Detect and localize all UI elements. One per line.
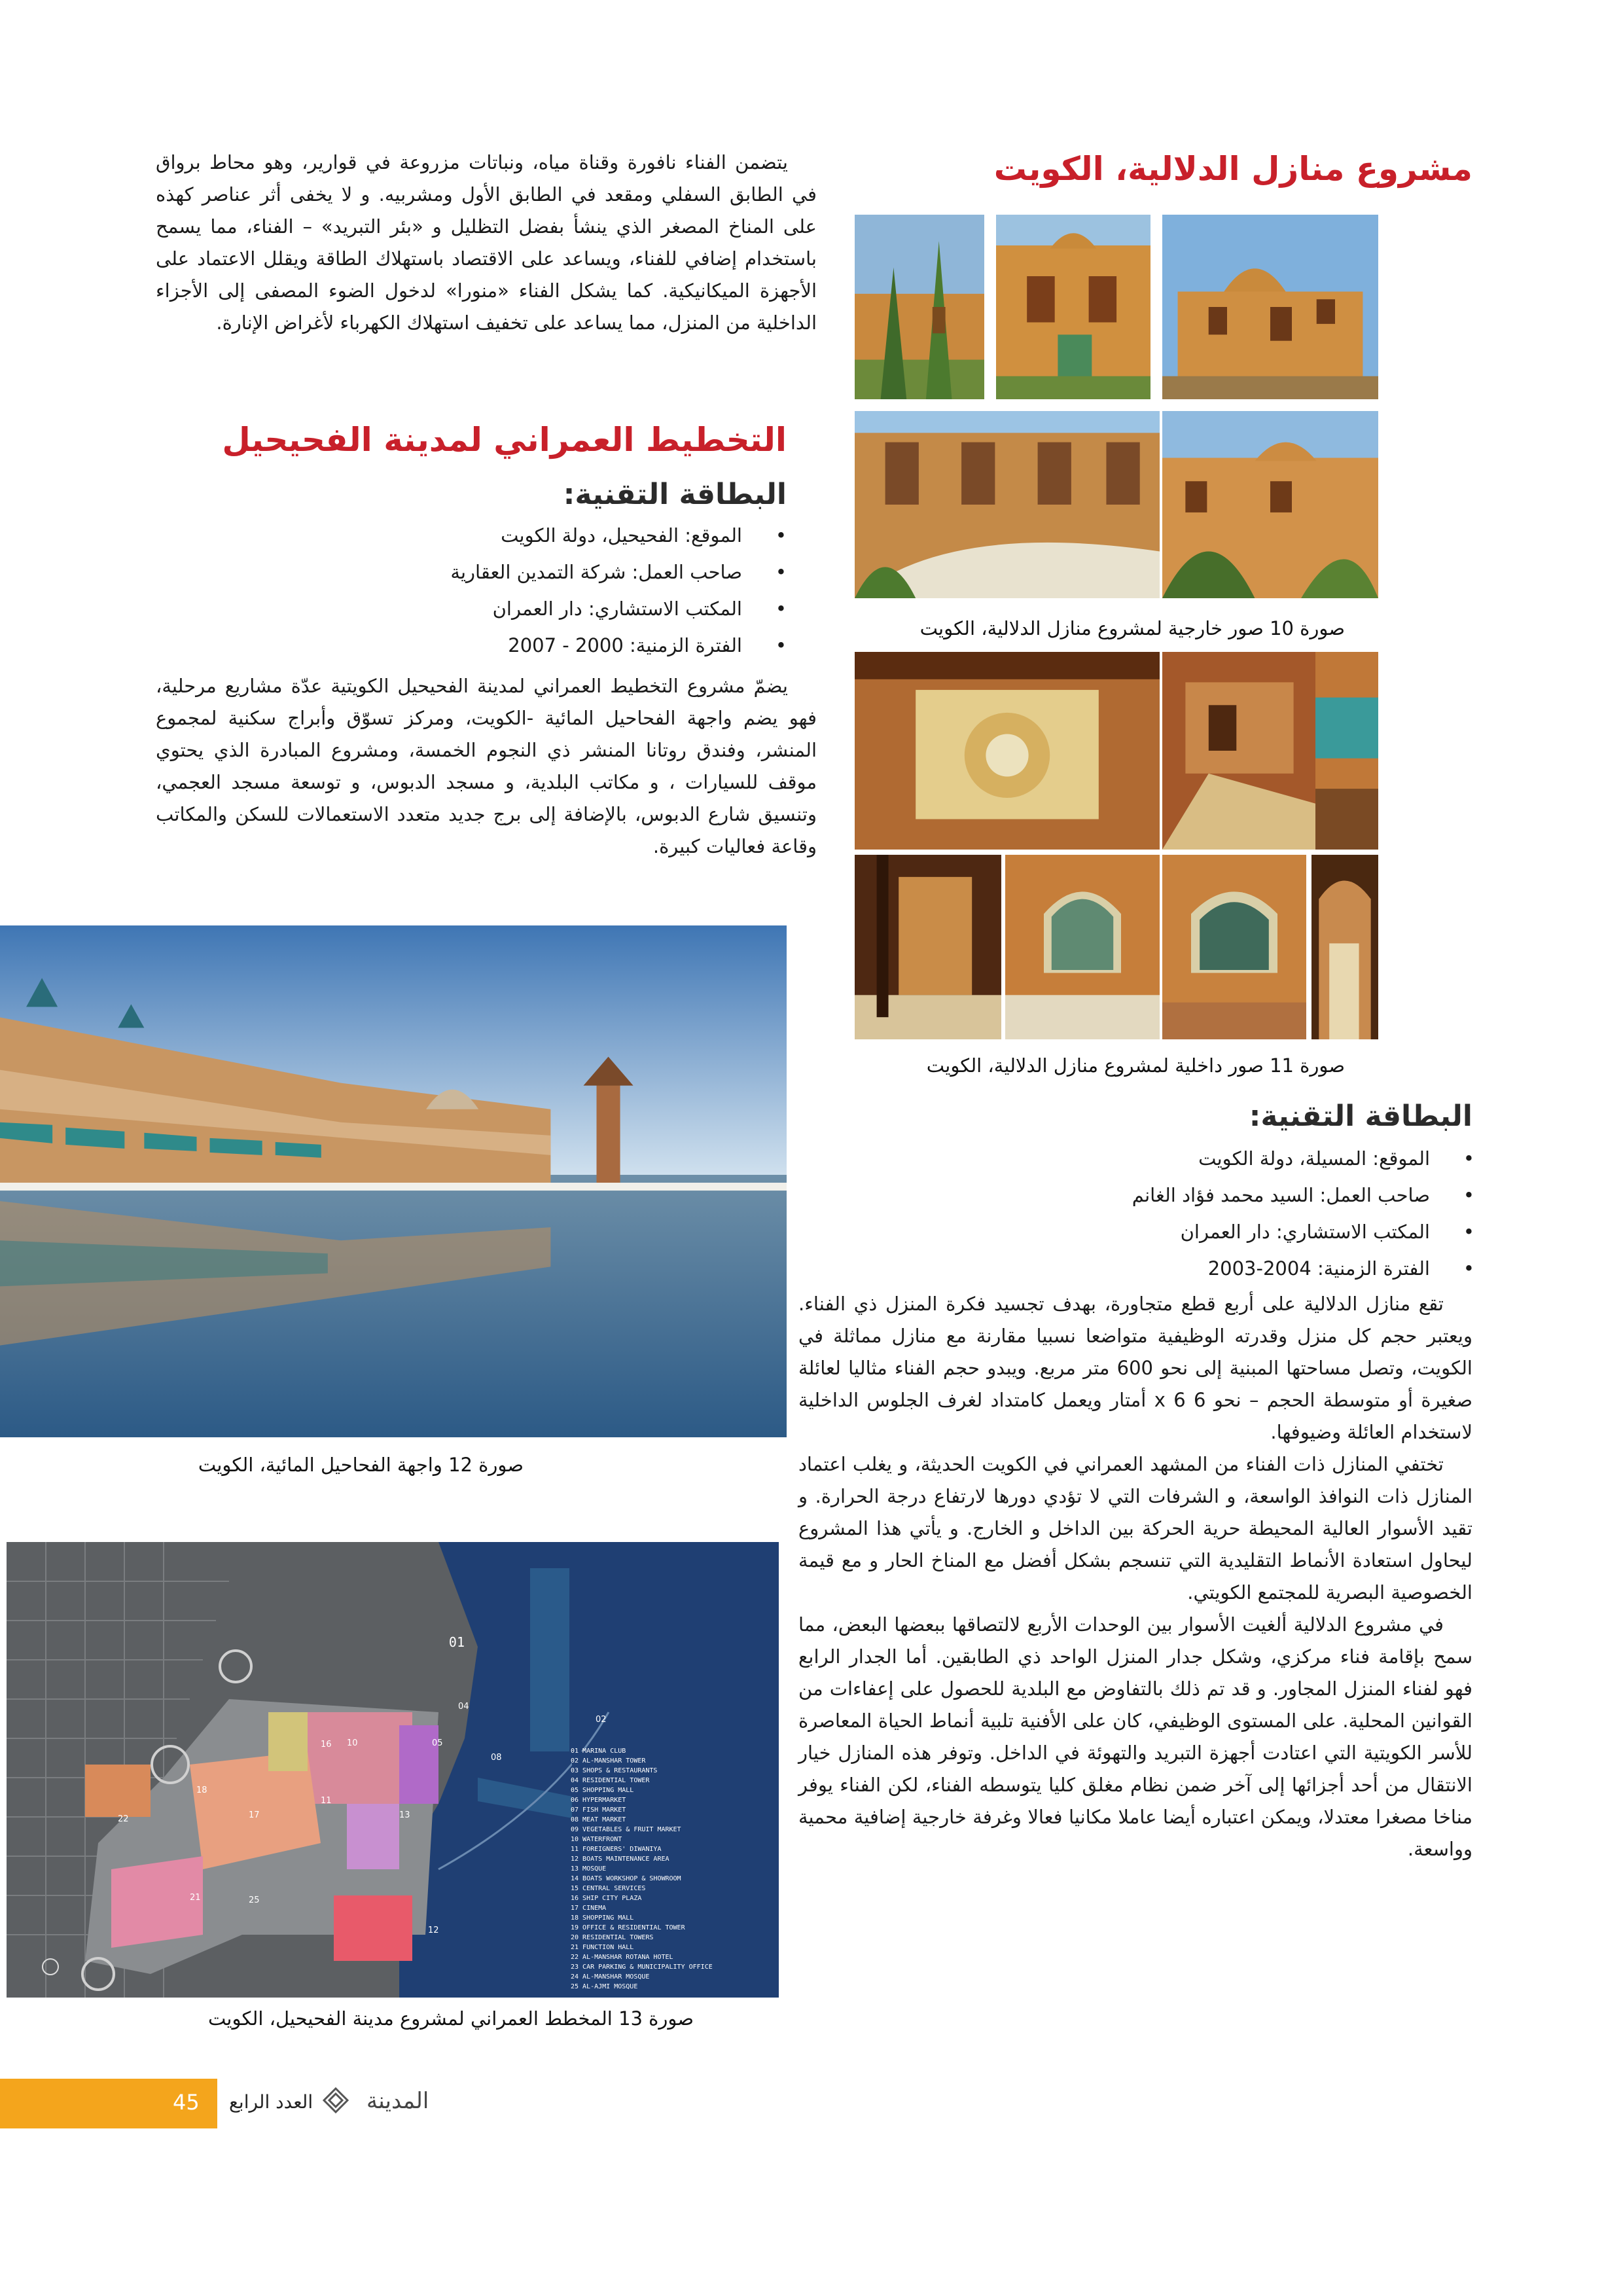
waterfront-photo [0, 925, 787, 1437]
caption-figure-10: صورة 10 صور خارجية لمشروع منازل الدلالية، الكويت [919, 617, 1345, 639]
footer-issue: العدد الرابع [229, 2091, 313, 2113]
map-zone-label: 21 [190, 1893, 201, 1903]
map-zone-label: 10 [347, 1738, 358, 1748]
map-legend-item: 05 SHOPPING MALL [571, 1787, 634, 1794]
right-card-item: • صاحب العمل: السيد محمد فؤاد الغانم [841, 1177, 1430, 1213]
map-legend-item: 02 AL-MANSHAR TOWER [571, 1757, 646, 1765]
map-legend-item: 25 AL-AJMI MOSQUE [571, 1983, 638, 1990]
map-legend-item: 21 FUNCTION HALL [571, 1944, 634, 1951]
map-legend-item: 17 CINEMA [571, 1905, 607, 1912]
interior-photo-6 [1162, 855, 1306, 1039]
map-legend-item: 24 AL-MANSHAR MOSQUE [571, 1973, 650, 1981]
map-legend-item: 11 FOREIGNERS' DIWANIYA [571, 1846, 662, 1853]
map-zone-label: 02 [596, 1715, 607, 1725]
left-title: التخطيط العمراني لمدينة الفحيحيل [222, 421, 787, 459]
interior-photo-1 [855, 652, 1160, 850]
exterior-photo-1 [855, 215, 984, 399]
exterior-photo-4 [855, 411, 1160, 598]
footer-bar [0, 2079, 217, 2128]
interior-photo-2 [1162, 652, 1317, 850]
map-zone-labels [7, 1542, 779, 1998]
caption-figure-12: صورة 12 واجهة الفحاحيل المائية، الكويت [198, 1454, 524, 1476]
right-paragraph-3: في مشروع الدلالية ألغيت الأسوار بين الوحدات الأربع لالتصاقها ببعضها البعض، مما سمح بإقامة فناء مركزي، وشكل جدار المنزل الواحد ذي الطابقين. أما الجدار الرابع فهو لفناء المنزل المجاور. و قد تم ذلك بالتفاوض مع البلدية للحصول على إعفاءات من القوانين المحلية. على المستوى الوظيفي، كان على الأفنية تلبية أنماط الحياة المعاصرة للأسر الكويتية التي اعتادت أجهزة التبريد والتهوئة في الداخل. وتوفر هذه المنازل خيار الانتقال من أحد أجزائها إلى آخر ضمن نظام مغلق كليا يتوسطه الفناء، لكن الفناء يوفر مناخا مصغرا معتدلا، ويمكن اعتباره أيضا عاملا مكانيا فعالا وغرفة خارجية إضافية محمية وواسعة. [798, 1613, 1472, 1860]
north-arrow-icon [42, 1958, 59, 1975]
svg-text:01: 01 [448, 1634, 465, 1650]
right-body-text [798, 1288, 1472, 1865]
map-zone-label: 17 [249, 1810, 260, 1820]
map-legend-item: 13 MOSQUE [571, 1865, 607, 1873]
map-zone-label: 08 [491, 1753, 502, 1763]
left-body-text [156, 670, 817, 863]
right-card-item: • المكتب الاستشاري: دار العمران [841, 1213, 1430, 1250]
exterior-photo-2 [996, 215, 1150, 399]
map-legend-item: 06 HYPERMARKET [571, 1797, 626, 1804]
map-legend-item: 19 OFFICE & RESIDENTIAL TOWER [571, 1924, 685, 1931]
map-legend-item: 18 SHOPPING MALL [571, 1914, 634, 1922]
map-legend-item: 20 RESIDENTIAL TOWERS [571, 1934, 654, 1941]
map-legend-item: 16 SHIP CITY PLAZA [571, 1895, 642, 1902]
left-card-item: • الموقع: الفحيحيل، دولة الكويت [153, 517, 742, 554]
right-card-title: البطاقة التقنية: [1249, 1100, 1472, 1133]
map-zone-label: 11 [321, 1796, 332, 1806]
right-paragraph-2: تختفي المنازل ذات الفناء من المشهد العمراني في الكويت الحديثة، و يغلب اعتماد المنازل ذات النوافذ الواسعة، و الشرفات التي لا تؤدي دورها لارتفاع درجة الحرارة. و تقيد الأسوار العالية المحيطة حرية الحركة بين الداخل و الخارج. و يأتي هذا المشروع ليحاول استعادة الأنماط التقليدية التي تنسجم بشكل أفضل مع المناخ الحار و مع قيمة الخصوصية البصرية للمجتمع الكويتي. [798, 1453, 1472, 1604]
map-legend-item: 15 CENTRAL SERVICES [571, 1885, 646, 1892]
map-legend-item: 08 MEAT MARKET [571, 1816, 626, 1823]
caption-figure-11: صورة 11 صور داخلية لمشروع منازل الدلالية، الكويت [926, 1054, 1345, 1077]
interior-photo-7 [1311, 855, 1378, 1039]
map-legend-item: 22 AL-MANSHAR ROTANA HOTEL [571, 1954, 673, 1961]
interior-photo-3 [1315, 652, 1378, 850]
map-legend-item: 12 BOATS MAINTENANCE AREA [571, 1856, 669, 1863]
left-card-title: البطاقة التقنية: [563, 478, 787, 511]
map-legend-item: 01 MARINA CLUB [571, 1748, 626, 1755]
map-zone-label: 04 [458, 1702, 469, 1712]
interior-photo-5 [1005, 855, 1160, 1039]
right-card-item: • الفترة الزمنية: 2004-2003 [841, 1250, 1430, 1287]
map-zone-label: 12 [428, 1926, 439, 1935]
exterior-photo-5 [1162, 411, 1378, 598]
map-zone-label: 22 [118, 1814, 129, 1824]
map-legend-item: 14 BOATS WORKSHOP & SHOWROOM [571, 1875, 681, 1882]
map-zone-label: 25 [249, 1895, 260, 1905]
left-card-list [153, 517, 788, 664]
caption-figure-13: صورة 13 المخطط العمراني لمشروع مدينة الفحيحيل، الكويت [207, 2007, 694, 2030]
map-legend-item: 23 CAR PARKING & MUNICIPALITY OFFICE [571, 1964, 713, 1971]
left-card-item: • صاحب العمل: شركة التمدين العقارية [153, 554, 742, 590]
map-zone-label: 13 [399, 1810, 410, 1820]
left-intro-paragraph [156, 147, 817, 339]
magazine-logo-icon [322, 2087, 349, 2114]
right-paragraph-1: تقع منازل الدلالية على أربع قطع متجاورة، بهدف تجسيد فكرة المنزل ذي الفناء. ويعتبر حجم كل منزل وقدرته الوظيفية متواضعا نسبيا مقارنة مع منازل مماثلة في الكويت، وتصل مساحتها المبنية إلى نحو 600 متر مربع. ويبدو حجم الفناء مثاليا لعائلة صغيرة أو متوسطة الحجم – نحو 6 x 6 أمتار ويعمل كامتداد لغرف الجلوس الداخلية لاستخدام العائلة وضيوفها. [798, 1293, 1472, 1443]
map-zone-label: 05 [432, 1738, 443, 1748]
map-legend-item: 04 RESIDENTIAL TOWER [571, 1777, 650, 1784]
map-legend-item: 10 WATERFRONT [571, 1836, 622, 1843]
page-number: 45 [173, 2090, 200, 2115]
exterior-photo-3 [1162, 215, 1378, 399]
right-card-list [841, 1140, 1476, 1287]
left-card-item: • المكتب الاستشاري: دار العمران [153, 590, 742, 627]
right-title: مشروع منازل الدلالية، الكويت [993, 150, 1472, 188]
left-card-item: • الفترة الزمنية: 2000 - 2007 [153, 627, 742, 664]
interior-photo-4 [855, 855, 1001, 1039]
right-card-item: • الموقع: المسيلة، دولة الكويت [841, 1140, 1430, 1177]
map-zone-label: 18 [196, 1785, 207, 1795]
left-paragraph: يضمّ مشروع التخطيط العمراني لمدينة الفحيحيل الكويتية عدّة مشاريع مرحلية، فهو يضم واجهة الفحاحيل المائية -الكويت، ومركز تسوّق وأبراج سكنية لمجموع المنشر، وفندق روتانا المنشر ذي النجوم الخمسة، ومشروع المبادرة الذي يحتوي موقف للسيارات ، و مكاتب البلدية، و مسجد الدبوس، و توسعة مسجد العجمي، وتنسيق شارع الدبوس، بالإضافة إلى برج جديد متعدد الاستعمالات للسكن والمكاتب وقاعة فعاليات كبيرة. [156, 675, 817, 857]
map-legend-item: 03 SHOPS & RESTAURANTS [571, 1767, 658, 1774]
left-intro-text: يتضمن الفناء نافورة وقناة مياه، ونباتات مزروعة في قوارير، وهو محاط برواق في الطابق السفلي ومقعد في الطابق الأول ومشربيه. و لا يخفى أثر عناصر كهذه على المناخ المصغر الذي ينشأ بفضل التظليل و «بئر التبريد» – الفناء، مما يسمح باستخدام إضافي للفناء، ويساعد على الاقتصاد باستهلاك الطاقة ويقلل الاعتماد على الأجهزة الميكانيكية. كما يشكل الفناء «منورا» لدخول الضوء المصفى إلى الأجزاء الداخلية من المنزل، مما يساعد على تخفيف استهلاك الكهرباء لأغراض الإنارة. [156, 151, 817, 334]
map-legend-item: 09 VEGETABLES & FRUIT MARKET [571, 1826, 681, 1833]
map-zone-label: 16 [321, 1740, 332, 1749]
magazine-name: المدينة [366, 2088, 429, 2114]
master-plan-map [7, 1542, 779, 1998]
map-legend-item: 07 FISH MARKET [571, 1806, 626, 1814]
